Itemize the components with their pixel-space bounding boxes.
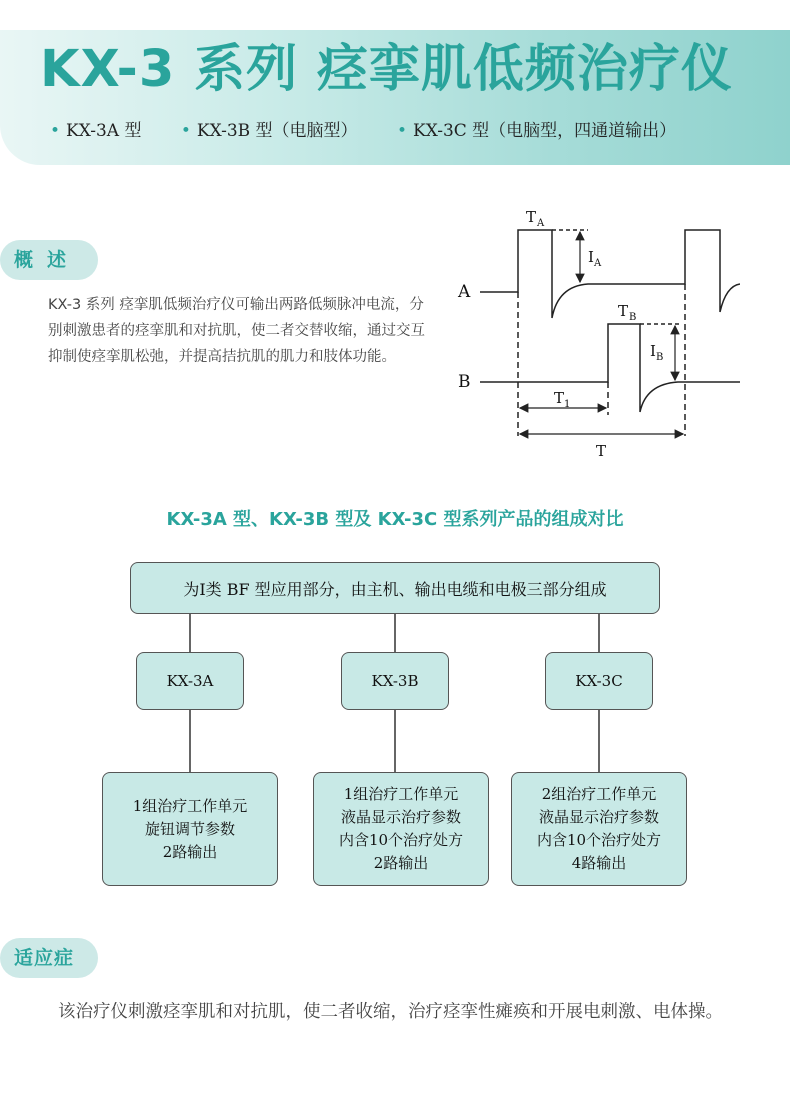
label-ia-sub: A bbox=[594, 258, 602, 269]
wave-label-a: A bbox=[458, 282, 471, 302]
comparison-title: KX-3A 型、KX-3B 型及 KX-3C 型系列产品的组成对比 bbox=[166, 509, 624, 530]
indications-text: 该治疗仪刺激痉挛肌和对抗肌，使二者收缩，治疗痉挛性瘫痪和开展电刺激、电体操。 bbox=[58, 1002, 723, 1022]
detail-line: 旋钮调节参数 bbox=[144, 819, 235, 838]
label-t: T bbox=[596, 442, 607, 460]
detail-line: 2路输出 bbox=[162, 842, 218, 861]
bullet-icon: • bbox=[396, 121, 407, 141]
detail-line: 内含10个治疗处方 bbox=[536, 831, 662, 849]
connector-line bbox=[598, 614, 600, 652]
detail-box-kx3a bbox=[102, 772, 278, 886]
label-t1-sub: 1 bbox=[564, 399, 571, 410]
label-ia: I bbox=[588, 248, 594, 266]
connector-line bbox=[394, 614, 396, 652]
bullet-icon: • bbox=[180, 121, 191, 141]
detail-line: 2路输出 bbox=[373, 854, 429, 872]
model-item: KX-3B 型（电脑型） bbox=[196, 121, 358, 141]
label-ta-sub: A bbox=[537, 218, 545, 229]
overview-text: KX-3 系列 痉挛肌低频治疗仪可输出两路低频脉冲电流，分别刺激患者的痉挛肌和对抗肌，使二者交替收缩，通过交互抑制使痉挛肌松弛，并提高拮抗肌的肌力和肢体功能。 bbox=[48, 297, 425, 365]
detail-line: 4路输出 bbox=[571, 854, 627, 872]
header-top-strip bbox=[0, 0, 790, 30]
label-tb-sub: B bbox=[629, 312, 637, 323]
connector-line bbox=[598, 710, 600, 772]
wave-label-b: B bbox=[458, 372, 471, 392]
indications-heading: 适应症 bbox=[0, 938, 98, 978]
label-ib: I bbox=[650, 342, 656, 360]
detail-box-kx3c bbox=[511, 772, 687, 886]
connector-line bbox=[189, 710, 191, 772]
detail-box-kx3b bbox=[313, 772, 489, 886]
connector-line bbox=[189, 614, 191, 652]
page-title: KX-3 系列 痉挛肌低频治疗仪 bbox=[40, 40, 733, 99]
label-tb: T bbox=[618, 302, 629, 320]
model-item: KX-3C 型（电脑型，四通道输出） bbox=[413, 121, 677, 141]
model-box-kx3c: KX-3C bbox=[545, 652, 653, 710]
label-ta: T bbox=[526, 208, 537, 226]
detail-line: 1组治疗工作单元 bbox=[343, 785, 459, 803]
waveform-diagram bbox=[440, 200, 740, 470]
model-item: KX-3A 型 bbox=[66, 121, 142, 141]
wave-a-line bbox=[480, 230, 740, 318]
overview-heading: 概述 bbox=[0, 240, 98, 280]
detail-line: 内含10个治疗处方 bbox=[338, 831, 464, 849]
detail-line: 1组治疗工作单元 bbox=[132, 796, 248, 815]
model-box-kx3b: KX-3B bbox=[341, 652, 449, 710]
model-list bbox=[50, 116, 710, 141]
detail-line: 液晶显示治疗参数 bbox=[340, 808, 461, 826]
label-ib-sub: B bbox=[656, 352, 664, 363]
composition-root-box: 为Ⅰ类 BF 型应用部分，由主机、输出电缆和电极三部分组成 bbox=[130, 562, 660, 614]
detail-line: 液晶显示治疗参数 bbox=[538, 808, 659, 826]
bullet-icon: • bbox=[50, 121, 61, 141]
connector-line bbox=[394, 710, 396, 772]
label-t1: T bbox=[554, 389, 565, 407]
wave-b-line bbox=[480, 324, 740, 412]
detail-line: 2组治疗工作单元 bbox=[541, 785, 657, 803]
model-box-kx3a: KX-3A bbox=[136, 652, 244, 710]
